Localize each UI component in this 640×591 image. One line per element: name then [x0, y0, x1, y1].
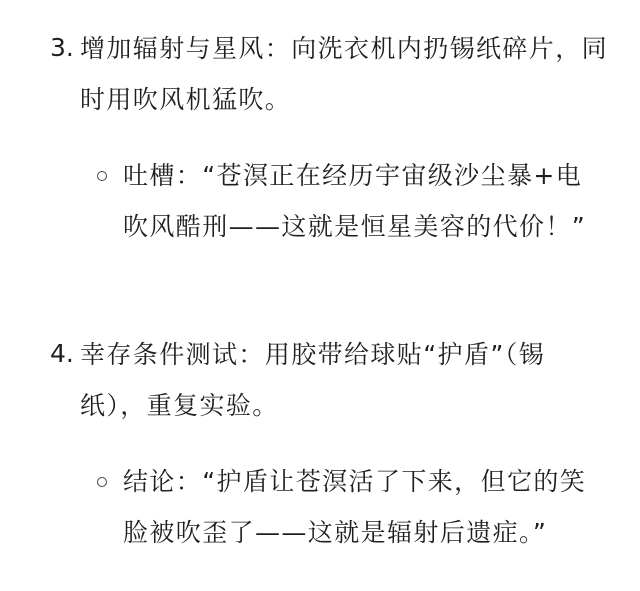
hollow-circle-bullet-icon [97, 171, 107, 181]
sub-item-text: 结论：“护盾让苍溟活了下来，但它的笑脸被吹歪了——这就是辐射后遗症。” [123, 467, 587, 547]
list-item-text: 幸存条件测试：用胶带给球贴“护盾”（锡纸），重复实验。 [80, 340, 546, 420]
list-number: 4. [50, 339, 74, 368]
sub-item-text: 吐槽：“苍溟正在经历宇宙级沙尘暴+电吹风酷刑——这就是恒星美容的代价！” [123, 161, 587, 241]
list-number: 3. [50, 33, 74, 62]
hollow-circle-bullet-icon [97, 477, 107, 487]
list-item-text: 增加辐射与星风：向洗衣机内扔锡纸碎片，同时用吹风机猛吹。 [80, 34, 609, 114]
